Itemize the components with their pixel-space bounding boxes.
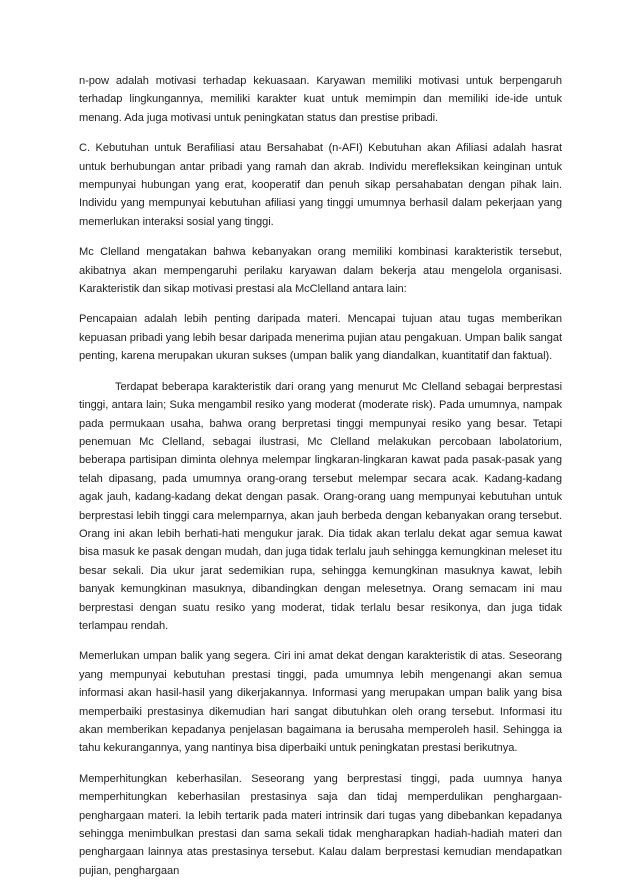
paragraph-immediate-feedback: Memerlukan umpan balik yang segera. Ciri ini amat dekat dengan karakteristik di atas. Seseorang yang mempunyai kebutuhan prestasi tinggi, pada umumnya lebih mengenangi akan semua informasi akan hasil-hasil yang dikerjakannya. Informasi yang merupakan umpan balik yang bisa memperbaiki prestasinya dikemudian hari sangat dibutuhkan oleh orang tersebut. Informasi itu akan memberikan kepadanya penjelasan bagaimana ia berusaha memperoleh hasil. Sehingga ia tahu kekurangannya, yang nantinya bisa diperbaiki untuk peningkatan prestasi berikutnya. [79, 650, 562, 755]
paragraph-calculating-success: Memperhitungkan keberhasilan. Seseorang yang berprestasi tinggi, pada uumnya hanya memperhitungkan keberhasilan prestasinya saja dan tidaj memperdulikan penghargaan-penghargaan materi. Ia lebih tertarik pada materi intrinsik dari tugas yang dibebankan kepadanya sehingga menimbulkan prestasi dan sama sekali tidak mengharapkan hadiah-hadiah materi dan penghargaan lainnya atas prestasinya tersebut. Kalau dalam berprestasi kemudian mendapatkan pujian, penghargaan [79, 772, 562, 877]
paragraph-mcclelland-combination: Mc Clelland mengatakan bahwa kebanyakan orang memiliki kombinasi karakteristik tersebut, akibatnya akan mempengaruhi perilaku karyawan dalam bekerja atau mengelola organisasi. Karakteristik dan sikap motivasi prestasi ala McClelland antara lain: [79, 246, 562, 296]
document-body [79, 72, 562, 880]
paragraph-moderate-risk: Terdapat beberapa karakteristik dari orang yang menurut Mc Clelland sebagai berprestasi tinggi, antara lain; Suka mengambil resiko yang moderat (moderate risk). Pada umumnya, nampak pada permukaan usaha, bahwa orang berpretasi tinggi mempunyai resiko yang besar. Tetapi penemuan Mc Clelland, sebagai ilustrasi, Mc Clelland melakukan percobaan labolatorium, beberapa partisipan diminta olehnya melempar lingkaran-lingkaran kawat pada pasak-pasak yang telah dipasang, pada umumnya orang-orang tersebut melempar secara acak. Kadang-kadang agak jauh, kadang-kadang dekat dengan pasak. Orang-orang uang mempunyai kebutuhan untuk berprestasi lebih tinggi cara melemparnya, akan jauh berbeda dengan kebanyakan orang tersebut. Orang ini akan lebih berhati-hati mengukur jarak. Dia tidak akan terlalu dekat agar semua kawat bisa masuk ke pasak dengan mudah, dan juga tidak terlalu jauh sehingga kemungkinan meleset itu besar sekali. Dia ukur jarat sedemikian rupa, sehingga kemungkinan masuknya kawat, lebih banyak kemungkinan masuknya, dibandingkan dengan melesetnya. Orang semacam ini mau berprestasi dengan suatu resiko yang moderat, tidak terlalu besar resikonya, dan juga tidak terlampau rendah. [79, 380, 562, 632]
paragraph-affiliation-need: C. Kebutuhan untuk Berafiliasi atau Bersahabat (n-AFI) Kebutuhan akan Afiliasi adalah hasrat untuk berhubungan antar pribadi yang ramah dan akrab. Individu merefleksikan keinginan untuk mempunyai hubungan yang erat, kooperatif dan penuh sikap persahabatan dengan pihak lain. Individu yang mempunyai kebutuhan afiliasi yang tinggi umumnya berhasil dalam pekerjaan yang memerlukan interaksi sosial yang tinggi. [79, 142, 562, 228]
paragraph-npow: n-pow adalah motivasi terhadap kekuasaan. Karyawan memiliki motivasi untuk berpengaruh terhadap lingkungannya, memiliki karakter kuat untuk memimpin dan memiliki ide-ide untuk menang. Ada juga motivasi untuk peningkatan status dan prestise pribadi. [79, 75, 562, 124]
paragraph-achievement-over-material: Pencapaian adalah lebih penting daripada materi. Mencapai tujuan atau tugas memberikan kepuasan pribadi yang lebih besar daripada menerima pujian atau pengakuan. Umpan balik sangat penting, karena merupakan ukuran sukses (umpan balik yang diandalkan, kuantitatif dan faktual). [79, 313, 562, 363]
